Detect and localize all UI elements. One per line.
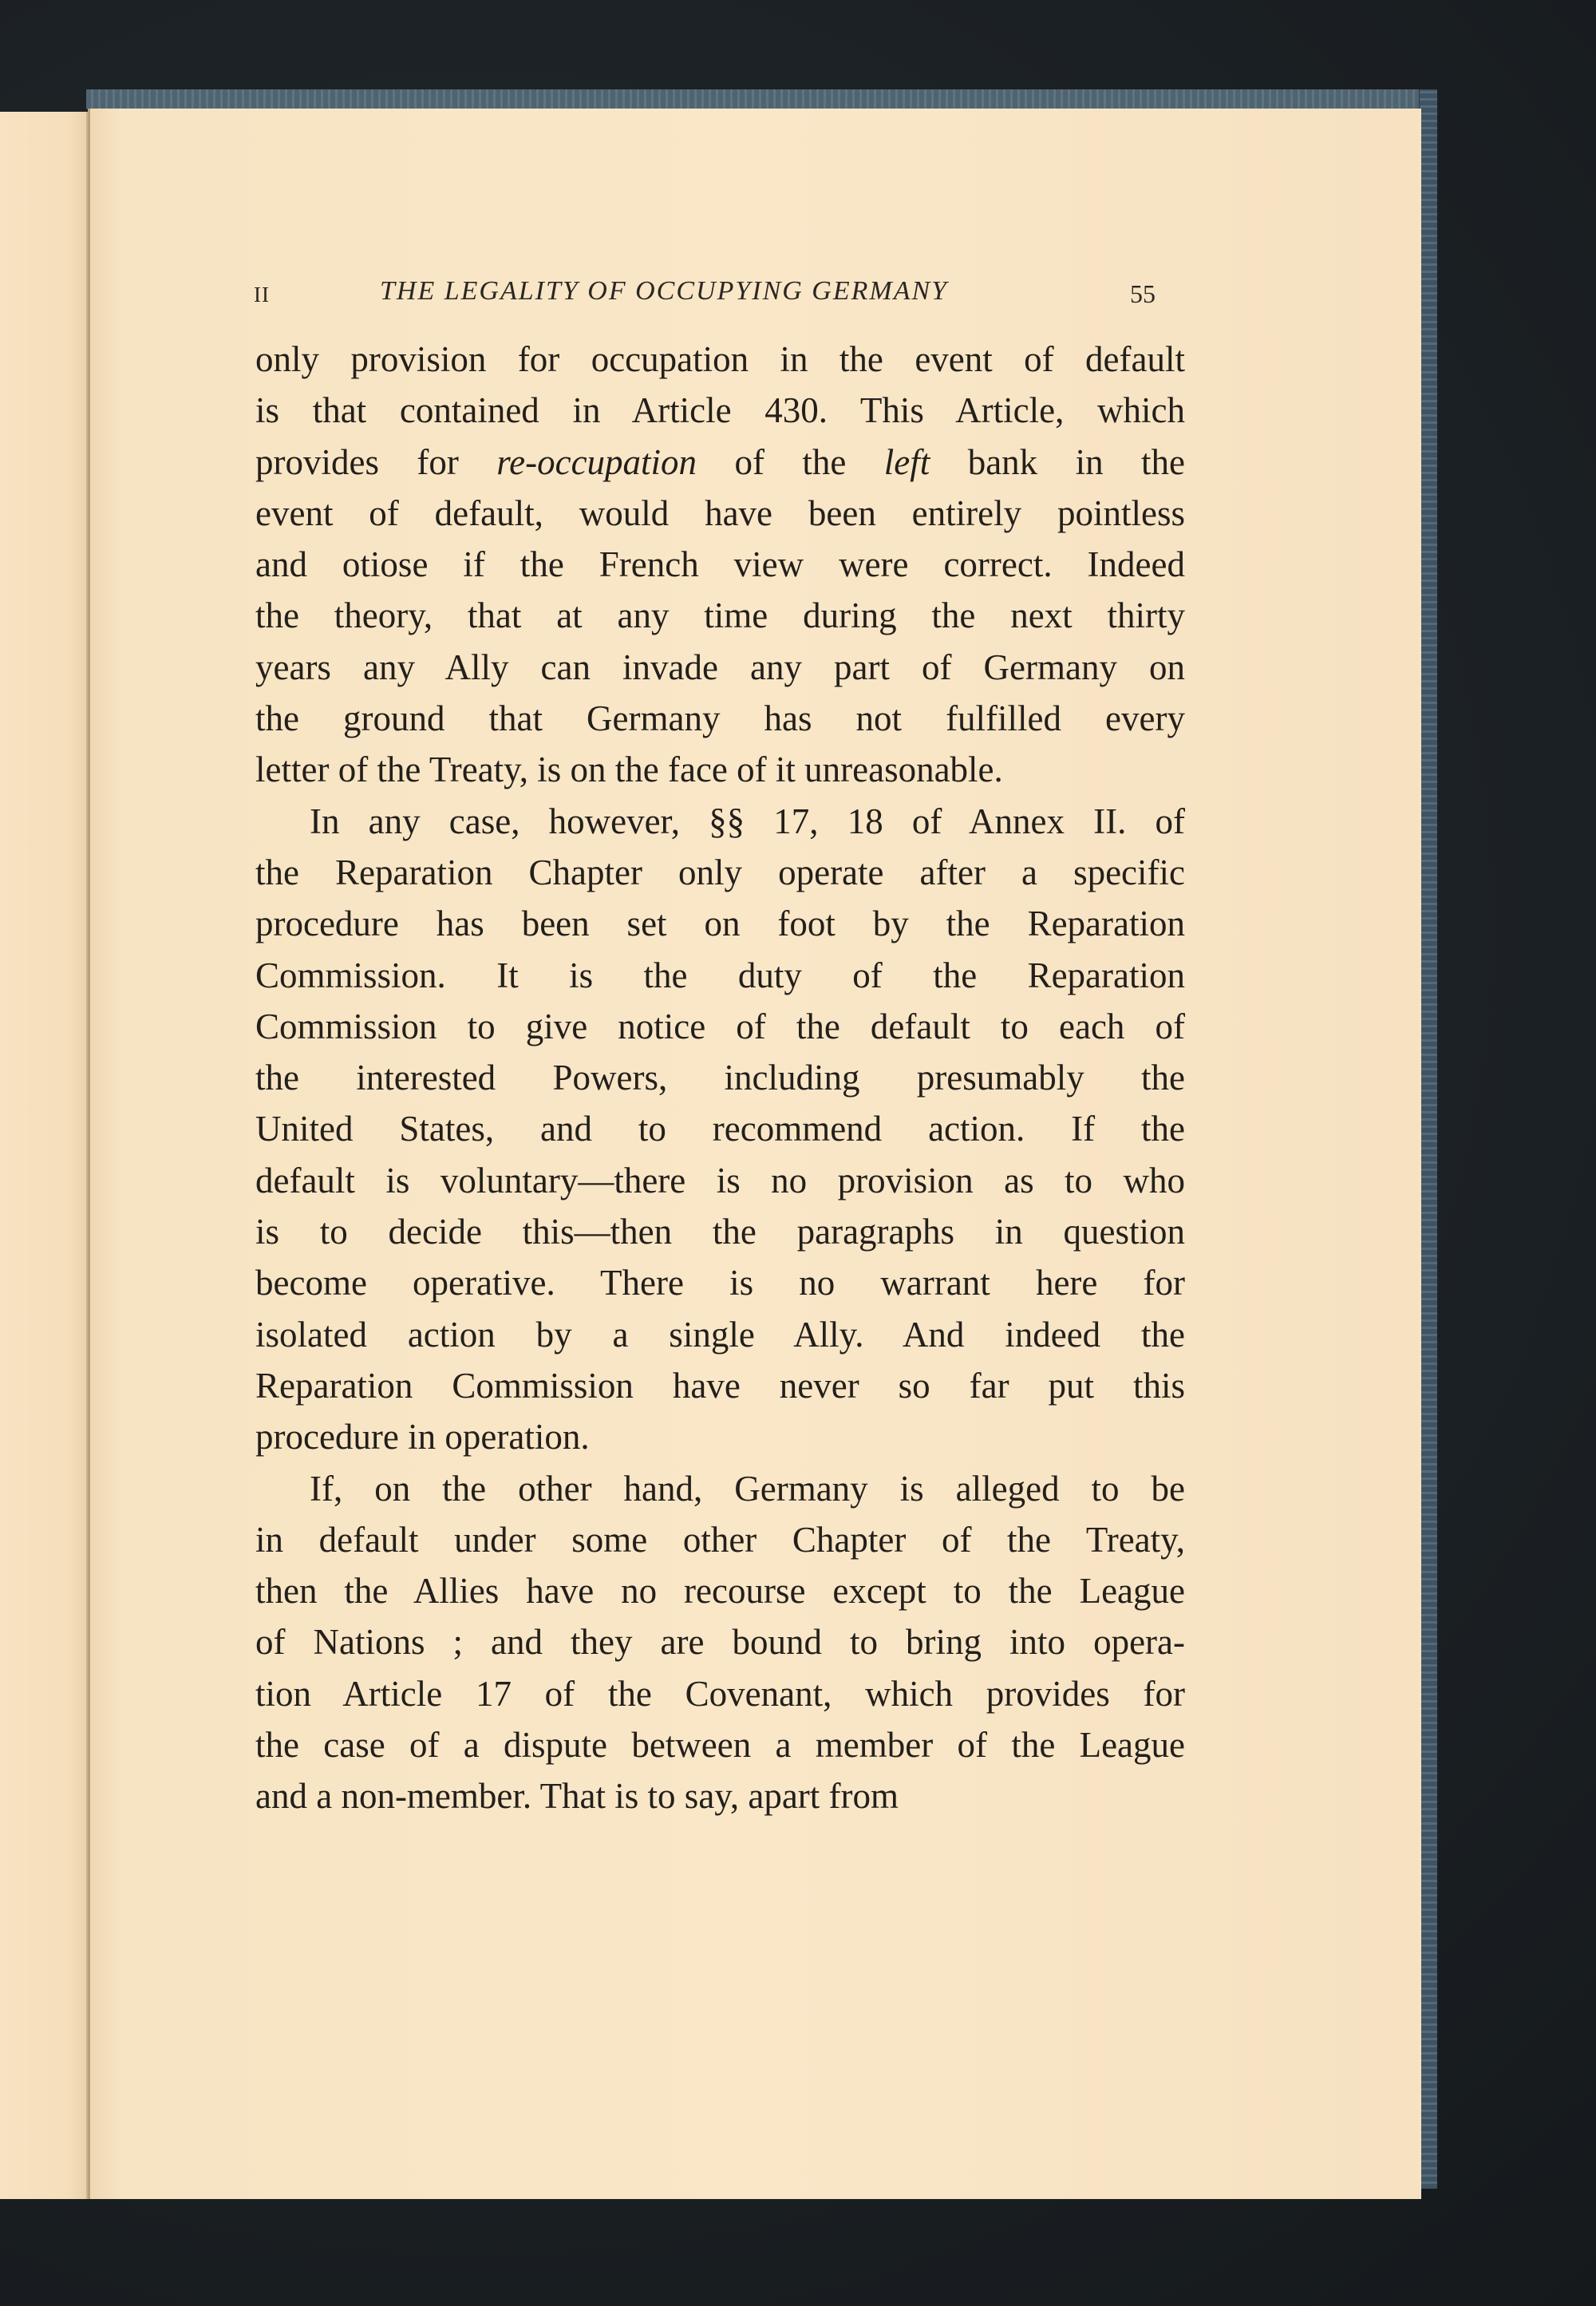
running-head (254, 271, 1156, 319)
text-line: United States, and to recommend action. If the (255, 1109, 1185, 1149)
text-line: and a non-member. That is to say, apart from (255, 1776, 899, 1817)
text-line: Commission. It is the duty of the Reparation (255, 955, 1185, 995)
paragraph (255, 1463, 1185, 1822)
text-line: of Nations ; and they are bound to bring into opera- (255, 1622, 1185, 1663)
body-text (255, 334, 1185, 1822)
text-line: event of default, would have been entirely pointless (255, 492, 1185, 533)
text-line: isolated action by a single Ally. And indeed the (255, 1314, 1185, 1355)
facing-left-page (0, 112, 88, 2199)
book-cover-edge-right (1419, 89, 1437, 2189)
chapter-number: II (254, 283, 270, 307)
text-line: is to decide this—then the paragraphs in question (255, 1212, 1185, 1252)
text-line: only provision for occupation in the event of default (255, 339, 1185, 379)
text-line: the interested Powers, including presumably the (255, 1058, 1185, 1098)
page-number: 55 (1130, 279, 1156, 308)
book-cover-edge-top (86, 89, 1436, 109)
text-line: Commission to give notice of the default to each of (255, 1006, 1185, 1046)
paragraph (255, 334, 1185, 796)
text-line: In any case, however, §§ 17, 18 of Annex II. of (310, 801, 1185, 841)
text-line: the ground that Germany has not fulfilled every (255, 698, 1185, 739)
text-line: years any Ally can invade any part of Germany on (255, 647, 1185, 687)
text-line: tion Article 17 of the Covenant, which provides for (255, 1673, 1185, 1714)
text-line: become operative. There is no warrant here for (255, 1263, 1185, 1303)
paragraph (255, 796, 1185, 1463)
running-title: THE LEGALITY OF OCCUPYING GERMANY (380, 276, 949, 306)
text-line: procedure in operation. (255, 1417, 590, 1458)
text-line: the case of a dispute between a member of the League (255, 1725, 1185, 1766)
text-line: the theory, that at any time during the next thirty (255, 595, 1185, 636)
text-line: letter of the Treaty, is on the face of it unreasonable. (255, 750, 1003, 790)
text-line: the Reparation Chapter only operate after a specific (255, 852, 1185, 892)
text-line: and otiose if the French view were correct. Indeed (255, 544, 1185, 585)
text-line: default is voluntary—there is no provision as to who (255, 1160, 1185, 1200)
text-line: Reparation Commission have never so far put this (255, 1365, 1185, 1406)
text-line: in default under some other Chapter of the Treaty, (255, 1519, 1185, 1560)
text-line: procedure has been set on foot by the Reparation (255, 904, 1185, 944)
text-line: is that contained in Article 430. This Article, which (255, 390, 1185, 431)
text-line: then the Allies have no recourse except to the League (255, 1571, 1185, 1612)
text-line: provides for re-occupation of the left bank in the (255, 441, 1185, 482)
text-line: If, on the other hand, Germany is alleged to be (310, 1468, 1185, 1509)
